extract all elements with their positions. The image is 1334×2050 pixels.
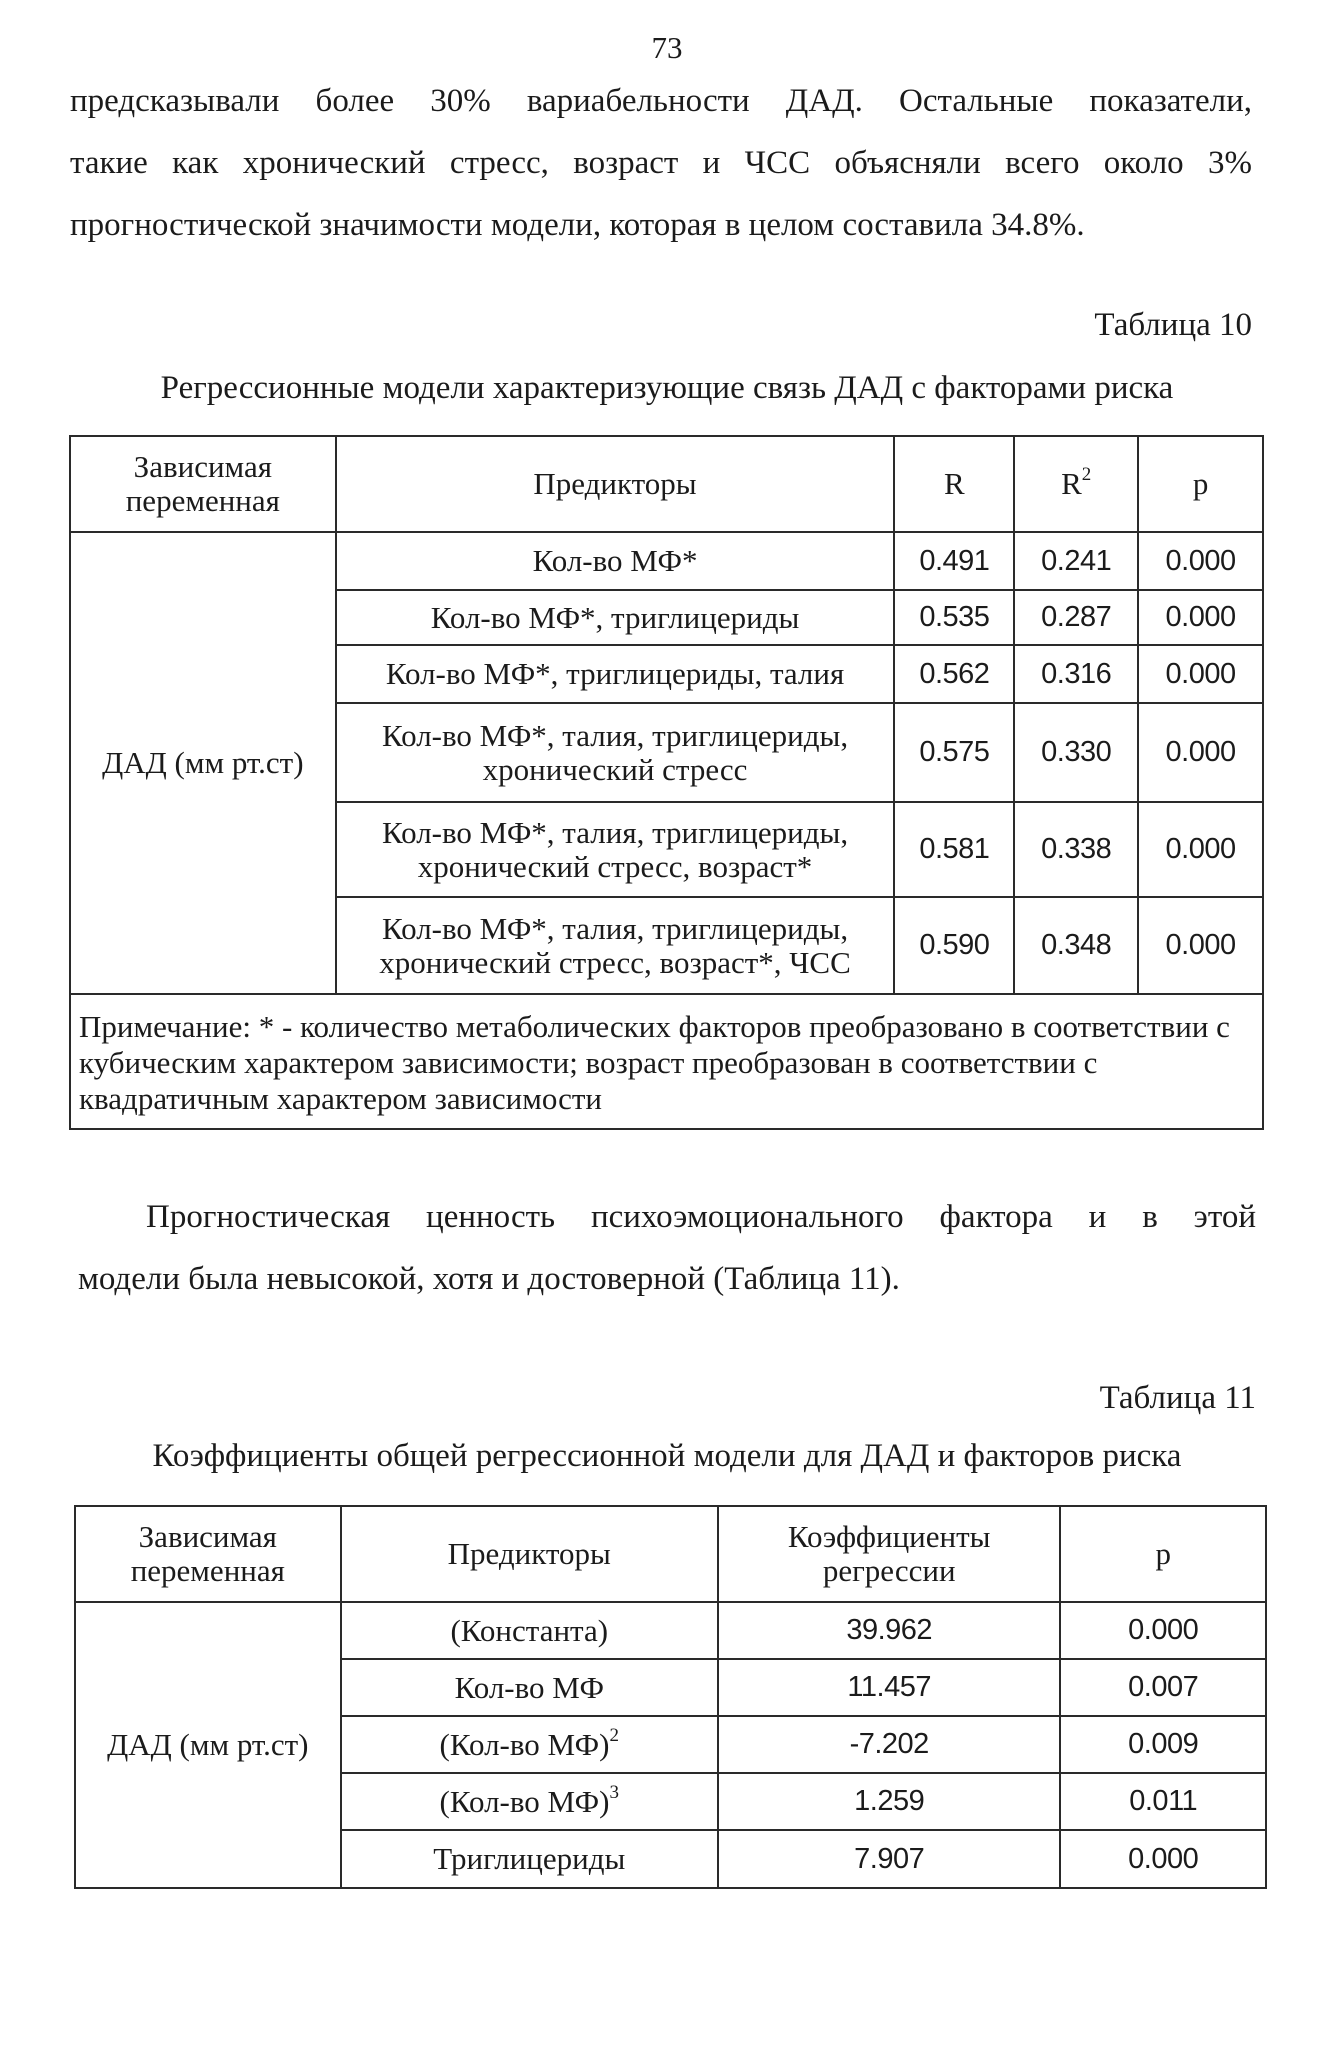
header-r: R — [894, 436, 1014, 532]
table-10-title: Регрессионные модели характеризующие связь ДАД с факторами риска — [160, 370, 1174, 406]
dependent-variable-cell: ДАД (мм рт.ст) — [70, 532, 336, 994]
r2-cell: 0.316 — [1014, 645, 1138, 703]
header-r-squared — [1014, 436, 1138, 532]
paragraph-2 — [78, 1186, 1256, 1310]
r2-cell: 0.338 — [1014, 802, 1138, 897]
header-predictors: Предикторы — [341, 1506, 718, 1602]
predictor-exponent: 3 — [609, 1781, 620, 1803]
table-11-label: Таблица 11 — [1099, 1380, 1256, 1416]
table-header-row — [75, 1506, 1266, 1602]
r-cell: 0.590 — [894, 897, 1014, 994]
p-cell: 0.011 — [1060, 1773, 1266, 1830]
table-row — [70, 532, 1263, 590]
p-cell: 0.000 — [1138, 532, 1263, 590]
predictor-name: (Кол-во МФ) — [439, 1783, 610, 1819]
p-cell: 0.000 — [1060, 1830, 1266, 1888]
header-p: p — [1060, 1506, 1266, 1602]
paragraph-line: Прогностическая ценность психоэмоционального фактора и в этой — [146, 1199, 1256, 1235]
p-cell: 0.000 — [1138, 590, 1263, 645]
r-cell: 0.491 — [894, 532, 1014, 590]
paragraph-line: предсказывали более 30% вариабельности ДАД. Остальные показатели, — [70, 83, 1252, 119]
table-note: Примечание: * - количество метаболических факторов преобразовано в соответствии с кубическим характером зависимости; возраст преобразован в соответствии с квадратичным характером зависимости — [70, 994, 1263, 1129]
table-row — [75, 1602, 1266, 1659]
r-cell: 0.535 — [894, 590, 1014, 645]
paragraph-line: модели была невысокой, хотя и достоверной (Таблица 11). — [78, 1261, 900, 1297]
p-cell: 0.007 — [1060, 1659, 1266, 1716]
predictor-name: (Кол-во МФ) — [439, 1726, 610, 1762]
predictor-exponent: 2 — [609, 1724, 620, 1746]
p-cell: 0.000 — [1138, 802, 1263, 897]
p-cell: 0.000 — [1138, 703, 1263, 802]
header-p: p — [1138, 436, 1263, 532]
coefficient-cell: 11.457 — [718, 1659, 1061, 1716]
r2-cell: 0.348 — [1014, 897, 1138, 994]
p-cell: 0.000 — [1060, 1602, 1266, 1659]
table-11 — [74, 1505, 1267, 1889]
predictor-name: (Константа) — [450, 1612, 609, 1648]
predictors-cell: Кол-во МФ*, талия, триглицериды, хронический стресс, возраст* — [336, 802, 895, 897]
predictor-cell — [341, 1830, 718, 1888]
header-dependent-variable: Зависимая переменная — [70, 436, 336, 532]
coefficient-cell: 39.962 — [718, 1602, 1061, 1659]
predictor-name: Кол-во МФ — [454, 1669, 604, 1705]
dependent-variable-cell: ДАД (мм рт.ст) — [75, 1602, 341, 1888]
table-10-label: Таблица 10 — [1094, 307, 1252, 343]
header-predictors: Предикторы — [336, 436, 895, 532]
p-cell: 0.000 — [1138, 897, 1263, 994]
paragraph-line: такие как хронический стресс, возраст и ЧСС объясняли всего около 3% — [70, 145, 1252, 181]
predictors-cell: Кол-во МФ*, триглицериды, талия — [336, 645, 895, 703]
predictors-cell: Кол-во МФ*, талия, триглицериды, хронический стресс, возраст*, ЧСС — [336, 897, 895, 994]
p-cell: 0.009 — [1060, 1716, 1266, 1773]
r2-cell: 0.330 — [1014, 703, 1138, 802]
table-11-title: Коэффициенты общей регрессионной модели для ДАД и факторов риска — [152, 1438, 1182, 1474]
r2-superscript: 2 — [1081, 464, 1092, 485]
predictor-name: Триглицериды — [433, 1841, 626, 1876]
predictor-cell — [341, 1659, 718, 1716]
header-coefficients: Коэффициенты регрессии — [718, 1506, 1061, 1602]
r2-base: R — [1061, 466, 1082, 501]
predictors-cell: Кол-во МФ* — [336, 532, 895, 590]
paragraph-line: прогностической значимости модели, которая в целом составила 34.8%. — [70, 207, 1085, 243]
predictor-cell — [341, 1716, 718, 1773]
r2-cell: 0.241 — [1014, 532, 1138, 590]
predictors-cell: Кол-во МФ*, талия, триглицериды, хронический стресс — [336, 703, 895, 802]
paragraph-1 — [70, 70, 1252, 256]
coefficient-cell: 1.259 — [718, 1773, 1061, 1830]
page-number: 73 — [651, 30, 683, 65]
predictors-cell: Кол-во МФ*, триглицериды — [336, 590, 895, 645]
header-dependent-variable: Зависимая переменная — [75, 1506, 341, 1602]
p-cell: 0.000 — [1138, 645, 1263, 703]
table-10 — [69, 435, 1264, 1130]
predictor-cell — [341, 1773, 718, 1830]
r-cell: 0.562 — [894, 645, 1014, 703]
r2-cell: 0.287 — [1014, 590, 1138, 645]
coefficient-cell: 7.907 — [718, 1830, 1061, 1888]
coefficient-cell: -7.202 — [718, 1716, 1061, 1773]
r-cell: 0.581 — [894, 802, 1014, 897]
table-note-row — [70, 994, 1263, 1129]
r-cell: 0.575 — [894, 703, 1014, 802]
table-header-row — [70, 436, 1263, 532]
predictor-cell — [341, 1602, 718, 1659]
